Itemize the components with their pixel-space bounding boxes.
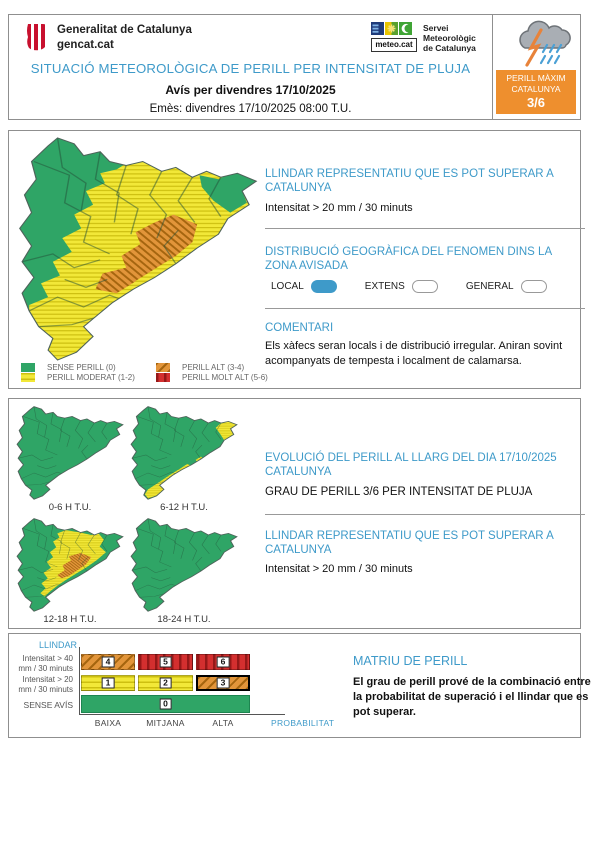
matrix-x-label-mitjana: MITJANA	[146, 718, 185, 728]
matrix-cell-3-selected: 3	[196, 675, 250, 691]
matrix-row3-label: SENSE AVÍS	[23, 700, 73, 710]
legend-label: PERILL ALT (3-4)	[182, 363, 245, 372]
meteocat-tiles-icon	[371, 22, 417, 35]
header-divider	[492, 15, 493, 119]
matrix-cell-4: 4	[81, 654, 135, 670]
matrix-row2-label: Intensitat > 20 mm / 30 minuts	[18, 675, 73, 694]
evolution-map-6-12	[129, 405, 239, 500]
storm-cloud-icon	[511, 18, 575, 68]
divider	[265, 228, 585, 229]
max-danger-region: CATALUNYA	[511, 84, 561, 95]
comment-heading: COMENTARI	[265, 322, 334, 334]
issued-timestamp: Emès: divendres 17/10/2025 08:00 T.U.	[149, 103, 352, 115]
max-danger-label: PERILL MÀXIM	[506, 73, 566, 83]
threshold-value-2: Intensitat > 20 mm / 30 minuts	[265, 563, 413, 575]
matrix-cell-6: 6	[196, 654, 250, 670]
matrix-cell-5: 5	[138, 654, 193, 670]
meteocat-logo	[371, 22, 476, 54]
matrix-x-axis-label: PROBABILITAT	[271, 718, 335, 728]
divider	[265, 514, 585, 515]
evolution-heading: EVOLUCIÓ DEL PERILL AL LLARG DEL DIA 17/10/2025 CATALUNYA	[265, 452, 557, 479]
matrix-description: El grau de perill prové de la combinació entre la probabilitat de superació i el llindar que es pot superar.	[353, 676, 591, 718]
gencat-name: Generalitat de Catalunya	[57, 24, 192, 36]
legend-swatch-yellow	[21, 373, 35, 382]
matrix-y-axis	[79, 647, 80, 715]
legend-label: SENSE PERILL (0)	[47, 363, 116, 372]
matrix-cell-0: 0	[81, 695, 250, 713]
toggle-label-extens: EXTENS	[364, 281, 405, 292]
meteo-service-name: Servei Meteorològic de Catalunya	[423, 23, 476, 54]
evolution-map-label: 12-18 H T.U.	[43, 614, 97, 625]
evolution-map-label: 18-24 H T.U.	[157, 614, 211, 625]
gencat-logo	[25, 23, 192, 53]
toggle-label-general: GENERAL	[465, 281, 514, 292]
distribution-toggles	[271, 280, 547, 293]
matrix-x-axis	[79, 714, 285, 715]
advisory-date: Avís per divendres 17/10/2025	[165, 83, 336, 97]
toggle-general[interactable]	[521, 280, 547, 293]
legend-swatch-green	[21, 363, 35, 372]
catalunya-warning-map	[15, 134, 261, 362]
gencat-domain: gencat.cat	[57, 38, 114, 51]
matrix-x-label-alta: ALTA	[212, 718, 234, 728]
legend-label: PERILL MOLT ALT (5-6)	[182, 373, 268, 382]
threshold-heading-2: LLINDAR REPRESENTATIU QUE ES POT SUPERAR A CATALUNYA	[265, 530, 554, 557]
evolution-map-18-24	[129, 517, 239, 612]
meteo-tile-bars-icon	[371, 22, 384, 35]
evolution-map-12-18	[15, 517, 125, 612]
threshold-value: Intensitat > 20 mm / 30 minuts	[265, 202, 413, 214]
meteo-tile-moon-icon	[399, 22, 412, 35]
matrix-cell-2: 2	[138, 675, 193, 691]
meteocat-wordmark: meteo.cat	[371, 38, 417, 52]
senyera-shield-icon	[25, 23, 49, 51]
header-section	[8, 14, 581, 120]
max-danger-value: 3/6	[526, 95, 546, 111]
legend-swatch-orange	[156, 363, 170, 372]
warning-map-section	[8, 130, 581, 389]
max-danger-badge	[496, 70, 576, 114]
evolution-map-label: 6-12 H T.U.	[160, 502, 208, 513]
meteo-tile-sun-icon	[385, 22, 398, 35]
evolution-section	[8, 398, 581, 629]
toggle-extens[interactable]	[412, 280, 438, 293]
evolution-map-label: 0-6 H T.U.	[48, 502, 92, 513]
comment-text: Els xàfecs seran locals i de distribució irregular. Aniran sovint acompanyats de tempesta i localment de calamarsa.	[265, 340, 563, 367]
danger-matrix-section	[8, 633, 591, 738]
evolution-map-0-6	[15, 405, 125, 500]
matrix-cell-1: 1	[81, 675, 135, 691]
legend-swatch-red	[156, 373, 170, 382]
toggle-label-local: LOCAL	[271, 281, 304, 292]
matrix-x-label-baixa: BAIXA	[94, 718, 122, 728]
distribution-heading: DISTRIBUCIÓ GEOGRÀFICA DEL FENOMEN DINS LA ZONA AVISADA	[265, 246, 552, 273]
legend-label: PERILL MODERAT (1-2)	[47, 373, 135, 382]
matrix-heading: MATRIU DE PERILL	[353, 654, 468, 668]
matrix-row1-label: Intensitat > 40 mm / 30 minuts	[18, 654, 73, 673]
bulletin-title: SITUACIÓ METEOROLÒGICA DE PERILL PER INTENSITAT DE PLUJA	[30, 61, 471, 76]
danger-grade-line: GRAU DE PERILL 3/6 PER INTENSITAT DE PLUJA	[265, 486, 533, 498]
matrix-y-axis-label: LLINDAR	[39, 640, 78, 650]
toggle-local[interactable]	[311, 280, 337, 293]
divider	[265, 308, 585, 309]
threshold-heading: LLINDAR REPRESENTATIU QUE ES POT SUPERAR A CATALUNYA	[265, 168, 554, 195]
